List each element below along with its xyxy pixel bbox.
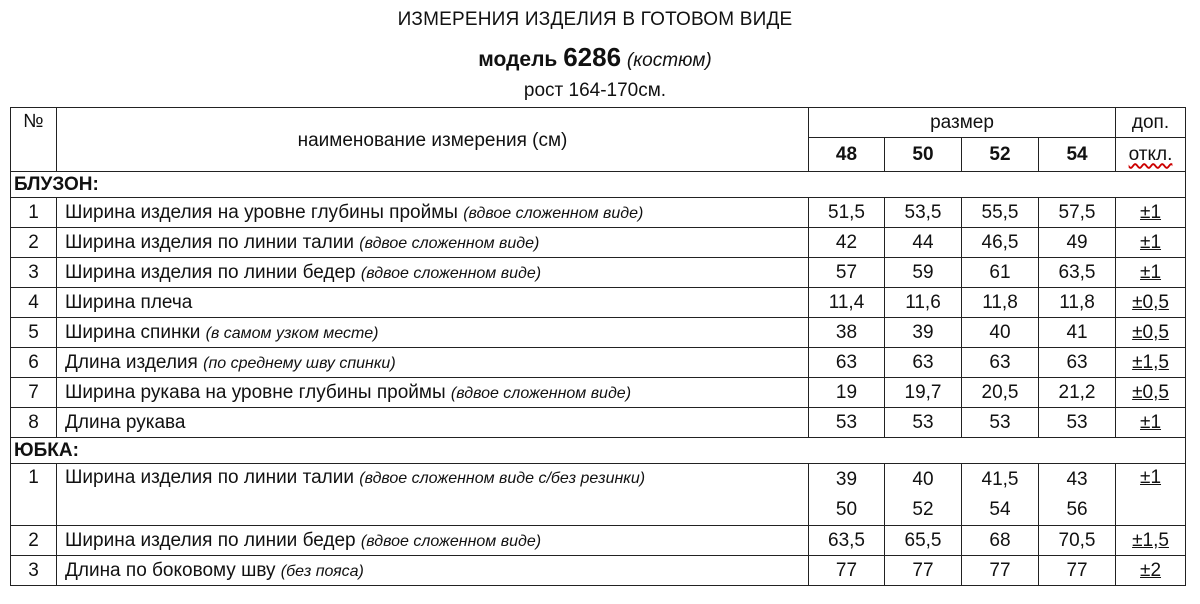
size-value bbox=[1039, 464, 1116, 526]
row-number: 7 bbox=[11, 378, 57, 408]
size-value bbox=[885, 464, 962, 526]
col-header-tol-2: откл. bbox=[1116, 138, 1186, 172]
size-value: 70,5 bbox=[1039, 526, 1116, 556]
row-number: 2 bbox=[11, 526, 57, 556]
row-number: 2 bbox=[11, 228, 57, 258]
measurement-name: Ширина изделия по линии талии bbox=[65, 467, 354, 488]
tolerance-value: ±1 bbox=[1140, 261, 1162, 283]
measurement-name: Длина по боковому шву bbox=[65, 559, 276, 581]
size-value: 49 bbox=[1039, 228, 1116, 258]
tolerance bbox=[1116, 378, 1186, 408]
tolerance bbox=[1116, 464, 1186, 526]
size-value: 63 bbox=[1039, 348, 1116, 378]
size-value: 11,6 bbox=[885, 288, 962, 318]
size-value-2: 52 bbox=[912, 498, 934, 520]
size-value: 11,8 bbox=[962, 288, 1039, 318]
size-value: 41 bbox=[1039, 318, 1116, 348]
document-title: ИЗМЕРЕНИЯ ИЗДЕЛИЯ В ГОТОВОМ ВИДЕ bbox=[397, 9, 793, 30]
col-header-number: № bbox=[11, 108, 57, 172]
model-line bbox=[0, 42, 1190, 73]
tolerance-value: ±0,5 bbox=[1132, 291, 1169, 313]
measurement-name: Ширина рукава на уровне глубины проймы bbox=[65, 381, 446, 403]
tolerance-value: ±0,5 bbox=[1132, 381, 1169, 403]
size-value: 11,8 bbox=[1039, 288, 1116, 318]
size-value: 42 bbox=[809, 228, 885, 258]
size-value: 39 bbox=[885, 318, 962, 348]
size-value-1: 40 bbox=[912, 468, 934, 490]
table-row bbox=[11, 228, 1186, 258]
size-value: 38 bbox=[809, 318, 885, 348]
table-row bbox=[11, 464, 1186, 526]
measurement-name: Длина изделия bbox=[65, 351, 198, 373]
size-value: 63,5 bbox=[1039, 258, 1116, 288]
size-value: 40 bbox=[962, 318, 1039, 348]
measurement-name: Длина рукава bbox=[65, 411, 186, 433]
section-title: ЮБКА: bbox=[11, 438, 1186, 464]
tolerance-value: ±1 bbox=[1140, 201, 1162, 223]
col-header-name: наименование измерения (см) bbox=[57, 108, 809, 172]
tolerance-value: ±1 bbox=[1140, 411, 1162, 433]
size-value: 53 bbox=[885, 408, 962, 438]
section-row-0 bbox=[11, 172, 1186, 198]
measurement-name: Ширина плеча bbox=[65, 291, 193, 313]
tolerance bbox=[1116, 228, 1186, 258]
size-50: 50 bbox=[885, 138, 962, 172]
size-value: 19,7 bbox=[885, 378, 962, 408]
table-row bbox=[11, 198, 1186, 228]
row-name bbox=[57, 556, 809, 586]
row-name bbox=[57, 318, 809, 348]
tolerance bbox=[1116, 408, 1186, 438]
size-value: 63 bbox=[885, 348, 962, 378]
measurement-name: Ширина изделия на уровне глубины проймы bbox=[65, 201, 458, 223]
size-value: 11,4 bbox=[809, 288, 885, 318]
size-value: 19 bbox=[809, 378, 885, 408]
size-value-1: 41,5 bbox=[981, 468, 1019, 490]
table-row bbox=[11, 258, 1186, 288]
size-value: 53 bbox=[1039, 408, 1116, 438]
size-value: 57 bbox=[809, 258, 885, 288]
row-name bbox=[57, 198, 809, 228]
size-value: 51,5 bbox=[809, 198, 885, 228]
measurement-note: (вдвое сложенном виде) bbox=[360, 532, 542, 550]
size-48: 48 bbox=[809, 138, 885, 172]
size-value: 59 bbox=[885, 258, 962, 288]
row-number: 1 bbox=[11, 198, 57, 228]
tolerance bbox=[1116, 318, 1186, 348]
row-number: 4 bbox=[11, 288, 57, 318]
size-54: 54 bbox=[1039, 138, 1116, 172]
model-number: 6286 bbox=[563, 42, 622, 72]
size-value: 61 bbox=[962, 258, 1039, 288]
measurement-note: (вдвое сложенном виде) bbox=[463, 204, 644, 222]
measurement-note: (вдвое сложенном виде) bbox=[360, 264, 542, 282]
size-value: 20,5 bbox=[962, 378, 1039, 408]
measurement-name: Ширина изделия по линии бедер bbox=[65, 261, 356, 283]
measurement-note: (вдвое сложенном виде) bbox=[450, 384, 632, 402]
size-value: 63 bbox=[962, 348, 1039, 378]
size-value: 68 bbox=[962, 526, 1039, 556]
tolerance-value: ±2 bbox=[1140, 559, 1162, 581]
size-value: 77 bbox=[885, 556, 962, 586]
model-label: модель bbox=[478, 48, 558, 71]
size-value: 46,5 bbox=[962, 228, 1039, 258]
measurement-note: (вдвое сложенном виде с/без резинки) bbox=[359, 470, 646, 487]
measurement-name: Ширина изделия по линии талии bbox=[65, 231, 354, 253]
size-52: 52 bbox=[962, 138, 1039, 172]
measurement-note: (вдвое сложенном виде) bbox=[359, 234, 540, 252]
col-header-tol-1: доп. bbox=[1116, 108, 1186, 138]
table-row bbox=[11, 378, 1186, 408]
tolerance bbox=[1116, 526, 1186, 556]
size-value: 77 bbox=[809, 556, 885, 586]
table-row bbox=[11, 288, 1186, 318]
tolerance bbox=[1116, 556, 1186, 586]
row-number: 1 bbox=[11, 464, 57, 526]
size-value: 53 bbox=[962, 408, 1039, 438]
size-value-1: 43 bbox=[1066, 468, 1088, 490]
row-name bbox=[57, 228, 809, 258]
section-row-1 bbox=[11, 438, 1186, 464]
tolerance-value: ±1,5 bbox=[1132, 351, 1169, 373]
table-row bbox=[11, 348, 1186, 378]
measurements-table bbox=[10, 107, 1186, 586]
table-row bbox=[11, 526, 1186, 556]
tolerance-value: ±1,5 bbox=[1132, 529, 1169, 551]
size-value: 63 bbox=[809, 348, 885, 378]
table-row bbox=[11, 318, 1186, 348]
measurement-note: (по среднему шву спинки) bbox=[203, 354, 396, 372]
tolerance-value: ±0,5 bbox=[1132, 321, 1169, 343]
row-name bbox=[57, 408, 809, 438]
size-value-2: 54 bbox=[989, 498, 1011, 520]
measurement-note: (в самом узком месте) bbox=[205, 324, 379, 342]
size-value-2: 56 bbox=[1066, 498, 1088, 520]
row-name bbox=[57, 258, 809, 288]
tolerance-value: ±1 bbox=[1140, 231, 1162, 253]
row-number: 5 bbox=[11, 318, 57, 348]
tolerance bbox=[1116, 288, 1186, 318]
measurement-name: Ширина спинки bbox=[65, 321, 201, 343]
size-value: 55,5 bbox=[962, 198, 1039, 228]
row-number: 3 bbox=[11, 258, 57, 288]
row-number: 3 bbox=[11, 556, 57, 586]
size-value: 65,5 bbox=[885, 526, 962, 556]
size-value: 21,2 bbox=[1039, 378, 1116, 408]
tolerance bbox=[1116, 258, 1186, 288]
size-value-1: 39 bbox=[835, 468, 858, 490]
tolerance bbox=[1116, 348, 1186, 378]
height-range: рост 164-170см. bbox=[523, 80, 667, 101]
size-value-2: 50 bbox=[835, 498, 858, 520]
col-header-size: размер bbox=[809, 108, 1116, 138]
row-name bbox=[57, 526, 809, 556]
table-row bbox=[11, 408, 1186, 438]
row-number: 6 bbox=[11, 348, 57, 378]
model-type: (костюм) bbox=[626, 50, 712, 71]
size-value: 57,5 bbox=[1039, 198, 1116, 228]
measurement-note: (без пояса) bbox=[280, 562, 364, 580]
section-title: БЛУЗОН: bbox=[11, 172, 1186, 198]
row-name bbox=[57, 348, 809, 378]
row-number: 8 bbox=[11, 408, 57, 438]
size-value bbox=[962, 464, 1039, 526]
table-header-row-1 bbox=[11, 108, 1186, 138]
size-value: 53 bbox=[809, 408, 885, 438]
table-row bbox=[11, 556, 1186, 586]
size-value: 77 bbox=[1039, 556, 1116, 586]
row-name bbox=[57, 288, 809, 318]
size-value: 44 bbox=[885, 228, 962, 258]
size-value: 53,5 bbox=[885, 198, 962, 228]
size-value: 77 bbox=[962, 556, 1039, 586]
tolerance bbox=[1116, 198, 1186, 228]
size-value bbox=[809, 464, 885, 526]
row-name bbox=[57, 378, 809, 408]
row-name bbox=[57, 464, 809, 526]
size-value: 63,5 bbox=[809, 526, 885, 556]
measurement-name: Ширина изделия по линии бедер bbox=[65, 529, 356, 551]
tolerance-value: ±1 bbox=[1140, 467, 1162, 488]
